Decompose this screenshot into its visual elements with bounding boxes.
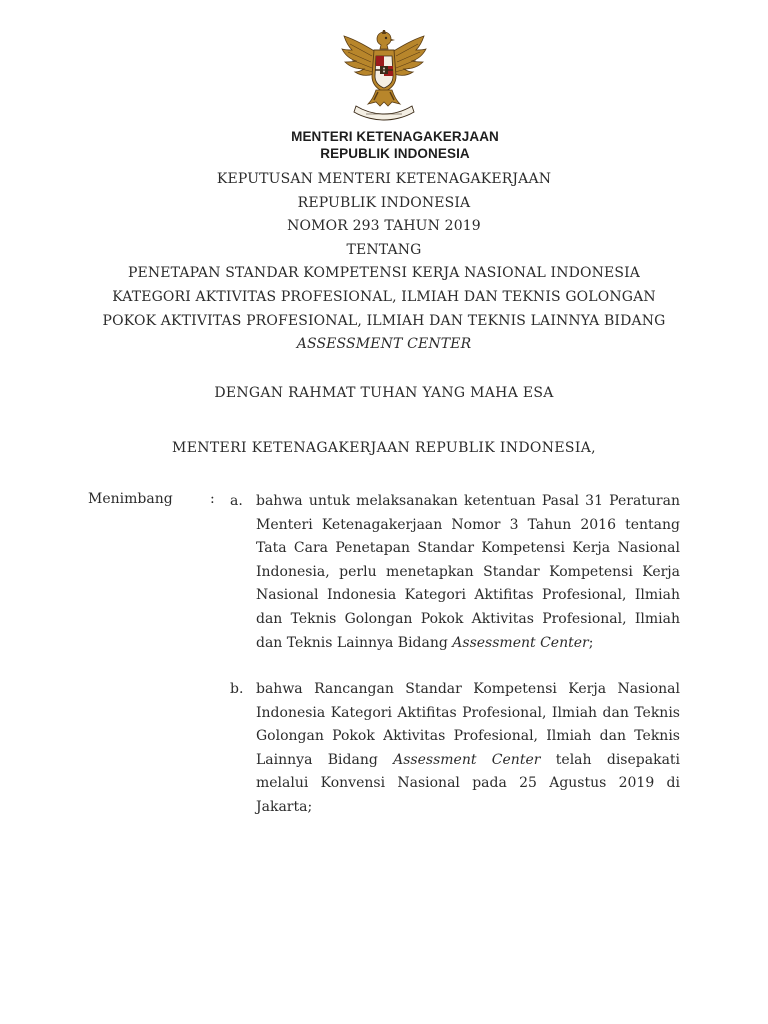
ministry-header (0, 128, 768, 162)
decree-subject-4: ASSESSMENT CENTER (296, 336, 472, 353)
decree-subject-3: POKOK AKTIVITAS PROFESIONAL, ILMIAH DAN TEKNIS LAINNYA BIDANG (102, 312, 666, 329)
ministry-republic: REPUBLIK INDONESIA (320, 146, 470, 161)
item-marker: b. (230, 681, 244, 697)
decree-subject-2: KATEGORI AKTIVITAS PROFESIONAL, ILMIAH DAN TEKNIS GOLONGAN (112, 288, 656, 305)
decree-line-1: KEPUTUSAN MENTERI KETENAGAKERJAAN (216, 171, 552, 187)
blessing-line: DENGAN RAHMAT TUHAN YANG MAHA ESA (214, 385, 554, 401)
considering-item (230, 678, 680, 820)
decree-number: 293 (352, 218, 380, 235)
minister-line: MENTERI KETENAGAKERJAAN REPUBLIK INDONESIA, (172, 440, 596, 456)
item-italic: Assessment Center (452, 634, 589, 651)
item-text: bahwa untuk melaksanakan ketentuan Pasal 31 Peraturan Menteri Ketenagakerjaan Nomor 3 Tahun 2016 tentang Tata Cara Penetapan Standar Kompetensi Kerja Nasional Indonesia, perlu menetapkan Standar Kompetensi Kerja Nasional Indonesia Kategori Aktifitas Profesional, Ilmiah dan Teknis Golongan Pokok Aktivitas Profesional, Ilmiah dan Teknis Lainnya Bidang (256, 493, 680, 651)
decree-subject-1: PENETAPAN STANDAR KOMPETENSI KERJA NASIONAL INDONESIA (127, 265, 641, 282)
decree-title-block (0, 168, 768, 357)
item-body (256, 490, 680, 655)
considering-colon: : (210, 491, 215, 507)
item-text-after: telah disepakati melalui Konvensi Nasional pada 25 Agustus 2019 di Jakarta; (256, 751, 681, 815)
garuda-emblem-icon (336, 26, 432, 122)
considering-item (230, 490, 680, 655)
item-body (256, 678, 680, 820)
item-text-before: bahwa Rancangan Standar Kompetensi Kerja Nasional Indonesia Kategori Aktifitas Profesional, Ilmiah dan Teknis Golongan Pokok Aktivitas Profesional, Ilmiah dan Teknis Lainnya Bidang (256, 681, 680, 768)
decree-number-prefix: NOMOR (287, 218, 348, 235)
decree-number-line (0, 215, 768, 239)
item-marker: a. (230, 493, 243, 509)
item-tail: ; (588, 634, 594, 651)
decree-about: TENTANG (346, 241, 422, 258)
decree-year: TAHUN 2019 (384, 218, 481, 235)
item-italic: Assessment Center (393, 751, 541, 768)
decree-line-2: REPUBLIK INDONESIA (297, 194, 471, 211)
ministry-title: MENTERI KETENAGAKERJAAN (291, 129, 499, 144)
considering-label: Menimbang (88, 491, 173, 507)
